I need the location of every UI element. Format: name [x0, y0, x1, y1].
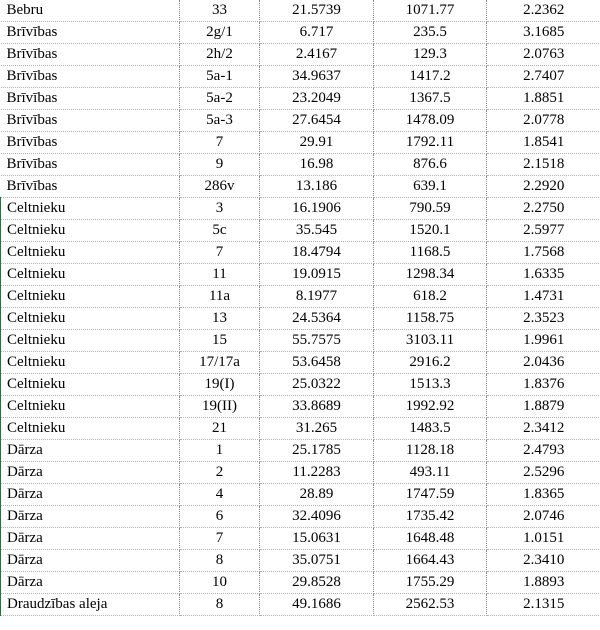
value-cell-1[interactable]: 35.0751: [260, 550, 374, 572]
street-cell[interactable]: Celtnieku: [1, 352, 180, 374]
table-row: [1, 330, 600, 352]
street-cell[interactable]: Brīvības: [1, 154, 180, 176]
table-row: [1, 418, 600, 440]
house-number-cell[interactable]: 5a-2: [180, 88, 260, 110]
table-row: [1, 440, 600, 462]
table-row: [1, 528, 600, 550]
street-cell[interactable]: Celtnieku: [1, 220, 180, 242]
table-row: [1, 44, 600, 66]
house-number-cell[interactable]: 2: [180, 462, 260, 484]
value-cell-3[interactable]: 1.8893: [487, 572, 600, 594]
value-cell-1[interactable]: 49.1686: [260, 594, 374, 616]
house-number-cell[interactable]: 286v: [180, 176, 260, 198]
value-cell-1[interactable]: 28.89: [260, 484, 374, 506]
house-number-cell[interactable]: 1: [180, 440, 260, 462]
value-cell-2[interactable]: 1513.3: [374, 374, 487, 396]
value-cell-2[interactable]: 2562.53: [374, 594, 487, 616]
value-cell-2[interactable]: 1992.92: [374, 396, 487, 418]
street-cell[interactable]: Brīvības: [1, 22, 180, 44]
value-cell-1[interactable]: 8.1977: [260, 286, 374, 308]
value-cell-3[interactable]: 2.1518: [487, 154, 600, 176]
house-number-cell[interactable]: 17/17a: [180, 352, 260, 374]
spreadsheet-body: [1, 0, 600, 616]
value-cell-3[interactable]: 1.8879: [487, 396, 600, 418]
street-cell[interactable]: Celtnieku: [1, 264, 180, 286]
value-cell-3[interactable]: 2.7407: [487, 66, 600, 88]
value-cell-2[interactable]: 790.59: [374, 198, 487, 220]
value-cell-3[interactable]: 1.9961: [487, 330, 600, 352]
value-cell-2[interactable]: 618.2: [374, 286, 487, 308]
value-cell-3[interactable]: 1.8541: [487, 132, 600, 154]
house-number-cell[interactable]: 8: [180, 550, 260, 572]
table-row: [1, 22, 600, 44]
value-cell-1[interactable]: 23.2049: [260, 88, 374, 110]
value-cell-1[interactable]: 25.1785: [260, 440, 374, 462]
value-cell-1[interactable]: 24.5364: [260, 308, 374, 330]
value-cell-3[interactable]: 1.8365: [487, 484, 600, 506]
table-row: [1, 88, 600, 110]
value-cell-2[interactable]: 1735.42: [374, 506, 487, 528]
house-number-cell[interactable]: 3: [180, 198, 260, 220]
value-cell-2[interactable]: 1520.1: [374, 220, 487, 242]
value-cell-3[interactable]: 1.8376: [487, 374, 600, 396]
value-cell-2[interactable]: 1168.5: [374, 242, 487, 264]
house-number-cell[interactable]: 4: [180, 484, 260, 506]
street-cell[interactable]: Celtnieku: [1, 308, 180, 330]
value-cell-2[interactable]: 1664.43: [374, 550, 487, 572]
value-cell-2[interactable]: 235.5: [374, 22, 487, 44]
house-number-cell[interactable]: 11a: [180, 286, 260, 308]
value-cell-3[interactable]: 2.2750: [487, 198, 600, 220]
house-number-cell[interactable]: 9: [180, 154, 260, 176]
value-cell-3[interactable]: 1.8851: [487, 88, 600, 110]
table-row: [1, 550, 600, 572]
value-cell-3[interactable]: 2.4793: [487, 440, 600, 462]
value-cell-2[interactable]: 1648.48: [374, 528, 487, 550]
value-cell-2[interactable]: 639.1: [374, 176, 487, 198]
street-cell[interactable]: Dārza: [1, 440, 180, 462]
value-cell-2[interactable]: 1298.34: [374, 264, 487, 286]
value-cell-2[interactable]: 1128.18: [374, 440, 487, 462]
street-cell[interactable]: Dārza: [1, 572, 180, 594]
value-cell-1[interactable]: 34.9637: [260, 66, 374, 88]
table-row: [1, 462, 600, 484]
house-number-cell[interactable]: 19(II): [180, 396, 260, 418]
street-cell[interactable]: Dārza: [1, 506, 180, 528]
value-cell-1[interactable]: 2.4167: [260, 44, 374, 66]
value-cell-3[interactable]: 2.1315: [487, 594, 600, 616]
table-row: [1, 176, 600, 198]
value-cell-1[interactable]: 18.4794: [260, 242, 374, 264]
value-cell-1[interactable]: 29.91: [260, 132, 374, 154]
value-cell-1[interactable]: 6.717: [260, 22, 374, 44]
house-number-cell[interactable]: 33: [180, 0, 260, 22]
value-cell-1[interactable]: 35.545: [260, 220, 374, 242]
value-cell-2[interactable]: 1483.5: [374, 418, 487, 440]
value-cell-1[interactable]: 33.8689: [260, 396, 374, 418]
house-number-cell[interactable]: 6: [180, 506, 260, 528]
value-cell-2[interactable]: 2916.2: [374, 352, 487, 374]
table-row: [1, 132, 600, 154]
value-cell-3[interactable]: 2.0436: [487, 352, 600, 374]
street-cell[interactable]: Draudzības aleja: [1, 594, 180, 616]
house-number-cell[interactable]: 11: [180, 264, 260, 286]
value-cell-2[interactable]: 3103.11: [374, 330, 487, 352]
street-cell[interactable]: Bebru: [1, 0, 180, 22]
house-number-cell[interactable]: 21: [180, 418, 260, 440]
table-row: [1, 572, 600, 594]
house-number-cell[interactable]: 13: [180, 308, 260, 330]
value-cell-1[interactable]: 29.8528: [260, 572, 374, 594]
value-cell-3[interactable]: 2.2920: [487, 176, 600, 198]
value-cell-1[interactable]: 31.265: [260, 418, 374, 440]
table-row: [1, 374, 600, 396]
house-number-cell[interactable]: 7: [180, 132, 260, 154]
value-cell-1[interactable]: 15.0631: [260, 528, 374, 550]
value-cell-3[interactable]: 2.3412: [487, 418, 600, 440]
house-number-cell[interactable]: 5a-1: [180, 66, 260, 88]
table-row: [1, 198, 600, 220]
value-cell-1[interactable]: 16.98: [260, 154, 374, 176]
value-cell-2[interactable]: 1367.5: [374, 88, 487, 110]
table-row: [1, 0, 600, 22]
value-cell-2[interactable]: 1755.29: [374, 572, 487, 594]
value-cell-3[interactable]: 2.3410: [487, 550, 600, 572]
street-cell[interactable]: Dārza: [1, 550, 180, 572]
value-cell-2[interactable]: 129.3: [374, 44, 487, 66]
street-cell[interactable]: Dārza: [1, 462, 180, 484]
table-row: [1, 264, 600, 286]
house-number-cell[interactable]: 5c: [180, 220, 260, 242]
value-cell-2[interactable]: 1478.09: [374, 110, 487, 132]
value-cell-1[interactable]: 32.4096: [260, 506, 374, 528]
street-cell[interactable]: Celtnieku: [1, 374, 180, 396]
street-cell[interactable]: Brīvības: [1, 110, 180, 132]
value-cell-1[interactable]: 16.1906: [260, 198, 374, 220]
value-cell-3[interactable]: 2.0778: [487, 110, 600, 132]
table-row: [1, 286, 600, 308]
value-cell-3[interactable]: 1.0151: [487, 528, 600, 550]
table-row: [1, 352, 600, 374]
table-row: [1, 110, 600, 132]
value-cell-2[interactable]: 1071.77: [374, 0, 487, 22]
value-cell-3[interactable]: 2.3523: [487, 308, 600, 330]
value-cell-2[interactable]: 876.6: [374, 154, 487, 176]
house-number-cell[interactable]: 2h/2: [180, 44, 260, 66]
value-cell-3[interactable]: 2.5296: [487, 462, 600, 484]
street-cell[interactable]: Dārza: [1, 528, 180, 550]
house-number-cell[interactable]: 5a-3: [180, 110, 260, 132]
value-cell-2[interactable]: 1747.59: [374, 484, 487, 506]
value-cell-1[interactable]: 19.0915: [260, 264, 374, 286]
street-cell[interactable]: Celtnieku: [1, 198, 180, 220]
street-cell[interactable]: Celtnieku: [1, 242, 180, 264]
table-row: [1, 220, 600, 242]
table-row: [1, 484, 600, 506]
value-cell-3[interactable]: 2.2362: [487, 0, 600, 22]
table-row: [1, 506, 600, 528]
value-cell-2[interactable]: 1792.11: [374, 132, 487, 154]
value-cell-3[interactable]: 3.1685: [487, 22, 600, 44]
street-cell[interactable]: Brīvības: [1, 176, 180, 198]
value-cell-1[interactable]: 25.0322: [260, 374, 374, 396]
house-number-cell[interactable]: 8: [180, 594, 260, 616]
value-cell-1[interactable]: 21.5739: [260, 0, 374, 22]
value-cell-1[interactable]: 27.6454: [260, 110, 374, 132]
value-cell-3[interactable]: 2.5977: [487, 220, 600, 242]
street-cell[interactable]: Celtnieku: [1, 330, 180, 352]
street-cell[interactable]: Celtnieku: [1, 396, 180, 418]
value-cell-1[interactable]: 55.7575: [260, 330, 374, 352]
value-cell-3[interactable]: 2.0763: [487, 44, 600, 66]
house-number-cell[interactable]: 15: [180, 330, 260, 352]
value-cell-3[interactable]: 2.0746: [487, 506, 600, 528]
street-cell[interactable]: Celtnieku: [1, 286, 180, 308]
table-row: [1, 66, 600, 88]
table-row: [1, 396, 600, 418]
value-cell-3[interactable]: 1.6335: [487, 264, 600, 286]
value-cell-2[interactable]: 493.11: [374, 462, 487, 484]
value-cell-1[interactable]: 11.2283: [260, 462, 374, 484]
value-cell-1[interactable]: 13.186: [260, 176, 374, 198]
house-number-cell[interactable]: 2g/1: [180, 22, 260, 44]
value-cell-2[interactable]: 1417.2: [374, 66, 487, 88]
value-cell-3[interactable]: 1.7568: [487, 242, 600, 264]
house-number-cell[interactable]: 7: [180, 528, 260, 550]
value-cell-1[interactable]: 53.6458: [260, 352, 374, 374]
street-cell[interactable]: Brīvības: [1, 132, 180, 154]
table-row: [1, 154, 600, 176]
street-cell[interactable]: Brīvības: [1, 66, 180, 88]
street-cell[interactable]: Celtnieku: [1, 418, 180, 440]
table-row: [1, 242, 600, 264]
street-cell[interactable]: Dārza: [1, 484, 180, 506]
house-number-cell[interactable]: 7: [180, 242, 260, 264]
street-cell[interactable]: Brīvības: [1, 44, 180, 66]
street-cell[interactable]: Brīvības: [1, 88, 180, 110]
table-row: [1, 594, 600, 616]
table-row: [1, 308, 600, 330]
house-number-cell[interactable]: 10: [180, 572, 260, 594]
house-number-cell[interactable]: 19(I): [180, 374, 260, 396]
value-cell-3[interactable]: 1.4731: [487, 286, 600, 308]
value-cell-2[interactable]: 1158.75: [374, 308, 487, 330]
